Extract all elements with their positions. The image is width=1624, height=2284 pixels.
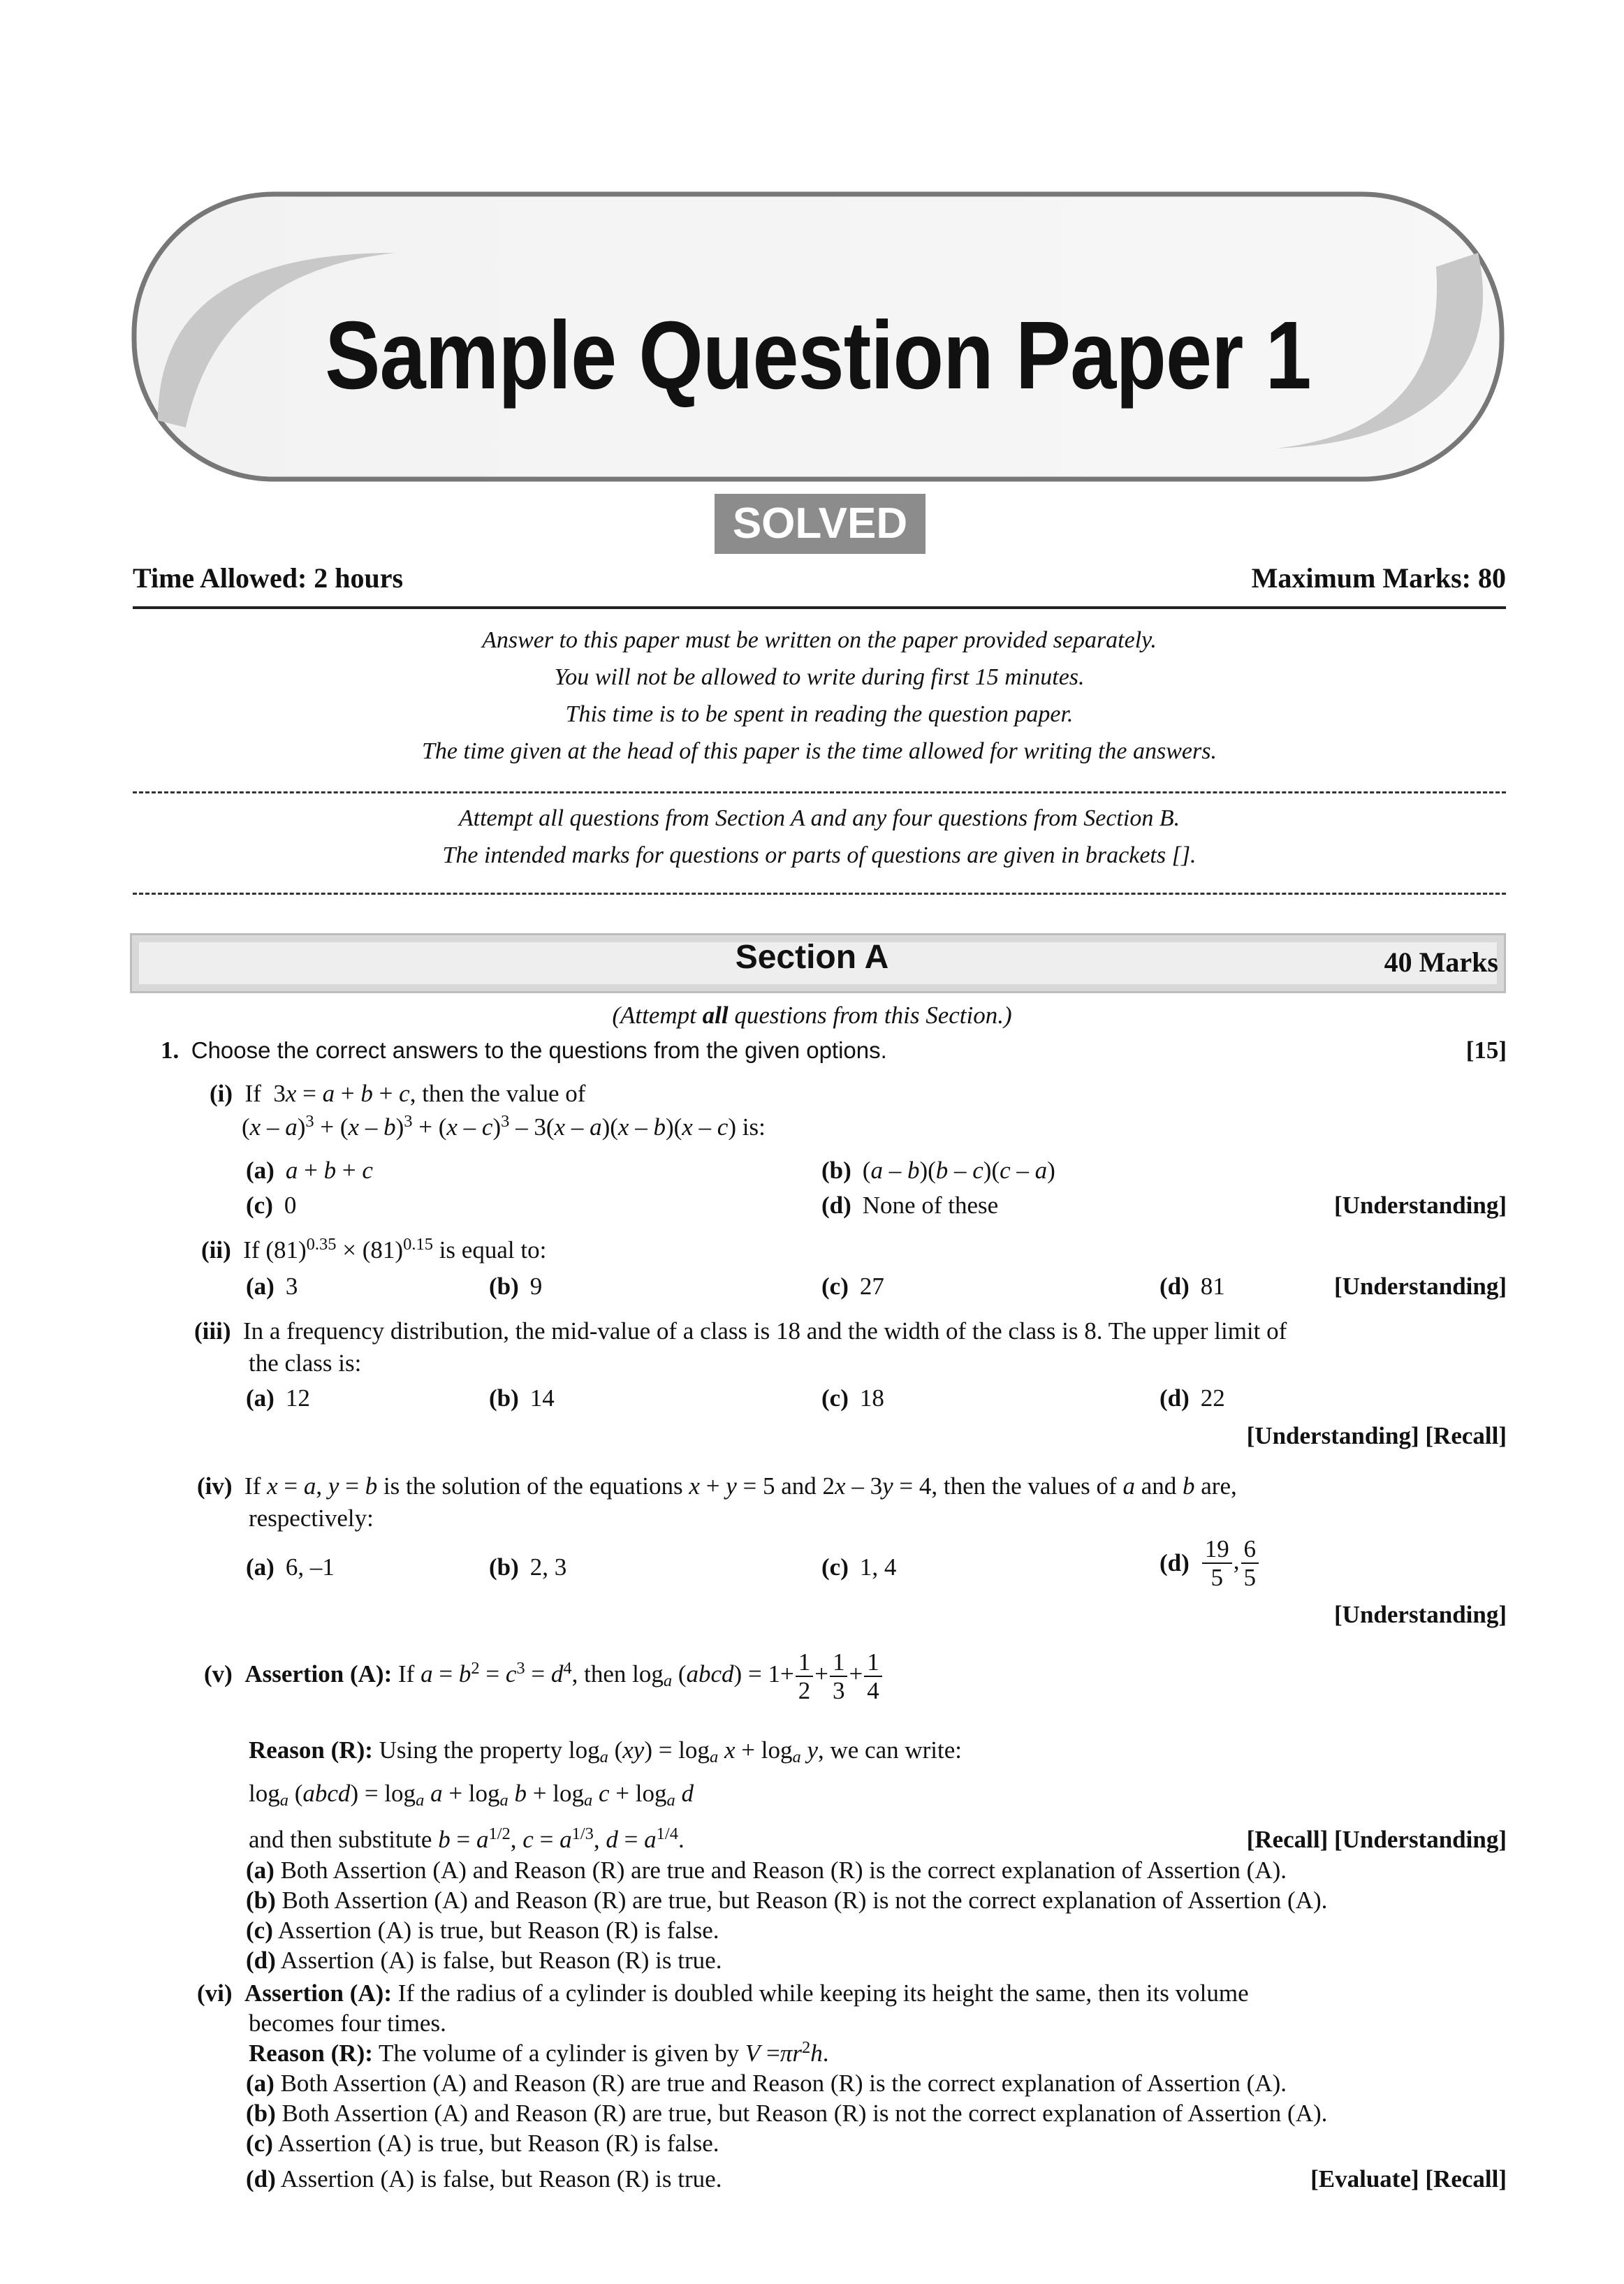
instructions: [133, 622, 1506, 770]
question-i: (i) If 3x = a + b + c, then the value of: [210, 1080, 586, 1107]
meta-row: [133, 562, 1506, 603]
solved-badge: SOLVED: [715, 494, 926, 554]
option-c[interactable]: (c) 18: [821, 1384, 884, 1412]
reason-expression: $\log_a$ (abcd) = $\log_a a + \log_a b + \log_a c + \log_a d$: [249, 1780, 694, 1810]
skill-tag: [Understanding]: [1334, 1273, 1507, 1300]
question-1: 1. Choose the correct answers to the questions from the given options.: [161, 1037, 887, 1064]
option-b[interactable]: (b) Both Assertion (A) and Reason (R) are true, but Reason (R) is not the correct explanation of Assertion (A).: [246, 1887, 1328, 1914]
option-c[interactable]: (c) Assertion (A) is true, but Reason (R) is false.: [246, 1917, 719, 1944]
instruction-line: The intended marks for questions or parts of questions are given in brackets [].: [442, 842, 1197, 868]
instruction-line: The time given at the head of this paper is the time allowed for writing the answers.: [422, 738, 1217, 764]
option-d[interactable]: (d) Assertion (A) is false, but Reason (R) is true.: [246, 2165, 722, 2193]
skill-tag: [Understanding] [Recall]: [1246, 1422, 1507, 1449]
option-c[interactable]: (c) 27: [821, 1273, 884, 1300]
option-d[interactable]: (d) 81: [1160, 1273, 1225, 1300]
skill-tag: [Understanding]: [1334, 1192, 1507, 1219]
instruction-line: Attempt all questions from Section A and any four questions from Section B.: [458, 805, 1180, 831]
option-d[interactable]: (d) Assertion (A) is false, but Reason (R) is true.: [246, 1947, 722, 1974]
maximum-marks: Maximum Marks: 80: [1251, 562, 1506, 594]
option-b[interactable]: (b) 14: [489, 1384, 555, 1412]
option-b[interactable]: (b) 2, 3: [489, 1553, 567, 1581]
option-d[interactable]: (d) None of these: [821, 1192, 999, 1219]
question-i-expression: (x – a)$^3$ + (x – b)$^3$ + (x – c)$^3$ – 3(x – a)(x – b)(x – c) is:: [242, 1111, 766, 1141]
dashed-divider: [133, 893, 1506, 895]
skill-tag: [Recall] [Understanding]: [1246, 1826, 1507, 1853]
question-1-marks: [15]: [1465, 1037, 1507, 1064]
question-ii: (ii) If $(81)^{0.35} \times (81)^{0.15}$ is equal to:: [201, 1234, 547, 1264]
option-c[interactable]: (c) 0: [246, 1192, 297, 1219]
skill-tag: [Understanding]: [1334, 1601, 1507, 1628]
option-a[interactable]: (a) Both Assertion (A) and Reason (R) are true and Reason (R) is the correct explanation of Assertion (A).: [246, 2070, 1287, 2097]
question-vi: (vi) Assertion (A): If the radius of a cylinder is doubled while keeping its height the same, then its volume: [197, 1979, 1249, 2007]
instruction-line: You will not be allowed to write during first 15 minutes.: [554, 664, 1085, 690]
reason-line: Reason (R): The volume of a cylinder is given by $V =\pi r^2h$.: [249, 2037, 829, 2067]
divider: [133, 606, 1506, 609]
option-a[interactable]: (a) a + b + c: [246, 1157, 373, 1184]
section-title: Section A: [735, 939, 889, 976]
option-a[interactable]: (a) 3: [246, 1273, 298, 1300]
reason-line: Reason (R): Using the property $\log_a (xy) = \log_a x + \log_a y$, we can write:: [249, 1736, 963, 1767]
option-a[interactable]: (a) Both Assertion (A) and Reason (R) are true and Reason (R) is the correct explanation of Assertion (A).: [246, 1857, 1287, 1884]
question-v: (v) Assertion (A): If $a = b^2 = c^3 = d^4$, then $\log_a$ (abcd) = 1+ $\frac{1}{2}$ + $\frac{1}{3}$ + $\frac{1}{4}$: [204, 1650, 884, 1703]
skill-tag: [Evaluate] [Recall]: [1310, 2165, 1507, 2193]
question-vi-line2: becomes four times.: [249, 2010, 446, 2037]
instruction-line: Answer to this paper must be written on the paper provided separately.: [482, 627, 1157, 653]
time-allowed: Time Allowed: 2 hours: [133, 562, 404, 594]
section-note: (Attempt all questions from this Section.): [612, 1002, 1012, 1029]
option-b[interactable]: (b) Both Assertion (A) and Reason (R) are true, but Reason (R) is not the correct explanation of Assertion (A).: [246, 2100, 1328, 2127]
option-d[interactable]: (d) 22: [1160, 1384, 1225, 1412]
reason-substitute: and then substitute $b = a^{1/2}$, $c = a^{1/3}$, $d = a^{1/4}$.: [249, 1824, 685, 1853]
instruction-line: This time is to be spent in reading the question paper.: [565, 701, 1074, 727]
option-a[interactable]: (a) 12: [246, 1384, 310, 1412]
section-marks: 40 Marks: [1384, 946, 1498, 978]
question-iv: (iv) If x = a, y = b is the solution of the equations x + y = 5 and 2x – 3y = 4, then the values of a and b are,: [197, 1472, 1237, 1500]
dashed-divider: [133, 791, 1506, 793]
question-iii: (iii) In a frequency distribution, the mid-value of a class is 18 and the width of the class is 8. The upper limit of: [194, 1317, 1287, 1345]
option-a[interactable]: (a) 6, –1: [246, 1553, 335, 1581]
question-iii-line2: the class is:: [249, 1349, 362, 1377]
question-1-text: Choose the correct answers to the questions from the given options.: [191, 1037, 887, 1063]
option-c[interactable]: (c) 1, 4: [821, 1553, 897, 1581]
option-b[interactable]: (b) 9: [489, 1273, 543, 1300]
option-d[interactable]: (d) $\frac{19}{5}$ , $\frac{6}{5}$: [1160, 1537, 1260, 1590]
page-title: Sample Question Paper 1: [325, 302, 1311, 409]
option-c[interactable]: (c) Assertion (A) is true, but Reason (R) is false.: [246, 2130, 719, 2157]
instructions-attempt: [133, 800, 1506, 874]
question-iv-line2: respectively:: [249, 1505, 374, 1532]
option-b[interactable]: (b) (a – b)(b – c)(c – a): [821, 1157, 1055, 1184]
